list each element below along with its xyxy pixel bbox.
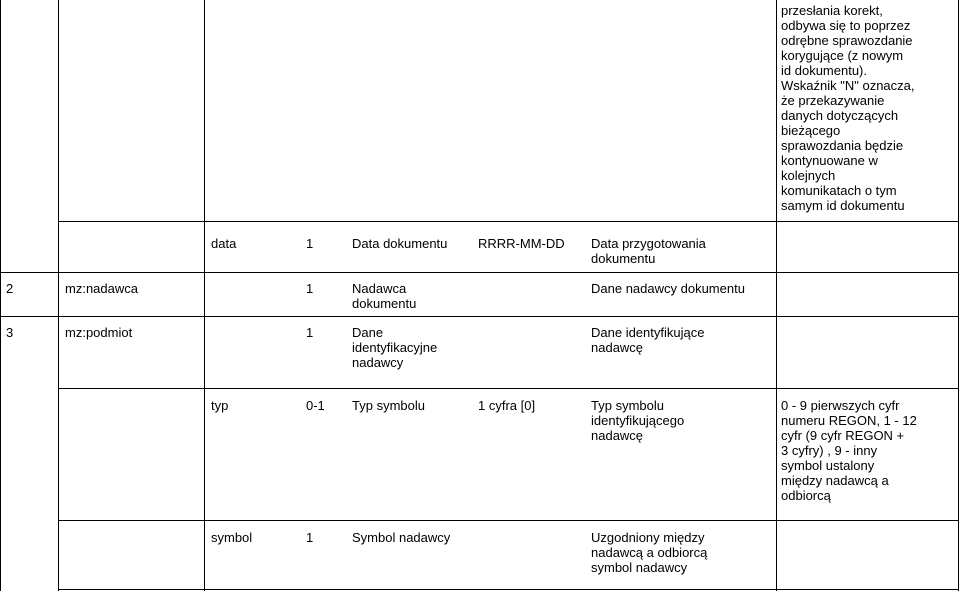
description-cell: Dane nadawcy dokumentu bbox=[591, 281, 745, 296]
description-cell: przesłania korekt, odbywa się to poprzez odrębne sprawozdanie korygujące (z nowym id dokumentu). Wskaźnik "N" oznacza, że przekazywanie danych dotyczących bieżącego sprawozdania będzie kontynuowane w kolejnych komunikatach o tym samym id dokumentu bbox=[781, 3, 915, 213]
description-cell: Dane identyfikujące nadawcę bbox=[591, 325, 705, 355]
occurrence-cell: 0-1 bbox=[306, 398, 325, 413]
description-cell: Uzgodniony między nadawcą a odbiorcą symbol nadawcy bbox=[591, 530, 708, 575]
column-divider bbox=[204, 0, 205, 591]
description-cell: Data przygotowania dokumentu bbox=[591, 236, 706, 266]
element-name-cell: data bbox=[211, 236, 237, 251]
occurrence-cell: 1 bbox=[306, 281, 314, 296]
table-border-bottom bbox=[58, 589, 959, 590]
element-name-cell: typ bbox=[211, 398, 229, 413]
row-divider bbox=[58, 520, 959, 521]
row-divider bbox=[0, 272, 959, 273]
row-number-cell: 3 bbox=[6, 325, 14, 340]
format-cell: 1 cyfra [0] bbox=[478, 398, 536, 413]
row-divider bbox=[58, 221, 959, 222]
column-divider bbox=[58, 0, 59, 591]
label-cell: Data dokumentu bbox=[352, 236, 448, 251]
label-cell: Symbol nadawcy bbox=[352, 530, 451, 545]
label-cell: Nadawca dokumentu bbox=[352, 281, 417, 311]
table-border-right bbox=[958, 0, 959, 591]
notes-cell: 0 - 9 pierwszych cyfr numeru REGON, 1 - 12 cyfr (9 cyfr REGON + 3 cyfry) , 9 - inny symbol ustalony między nadawcą a odbiorcą bbox=[781, 398, 917, 503]
table-border-left bbox=[0, 0, 1, 591]
format-cell: RRRR-MM-DD bbox=[478, 236, 565, 251]
element-name-cell: mz:nadawca bbox=[65, 281, 138, 296]
row-number-cell: 2 bbox=[6, 281, 14, 296]
occurrence-cell: 1 bbox=[306, 236, 314, 251]
element-name-cell: symbol bbox=[211, 530, 253, 545]
label-cell: Dane identyfikacyjne nadawcy bbox=[352, 325, 438, 370]
occurrence-cell: 1 bbox=[306, 530, 314, 545]
row-divider bbox=[58, 388, 959, 389]
element-name-cell: mz:podmiot bbox=[65, 325, 133, 340]
label-cell: Typ symbolu bbox=[352, 398, 425, 413]
column-divider bbox=[776, 0, 777, 591]
description-cell: Typ symbolu identyfikującego nadawcę bbox=[591, 398, 685, 443]
occurrence-cell: 1 bbox=[306, 325, 314, 340]
row-divider bbox=[0, 316, 959, 317]
